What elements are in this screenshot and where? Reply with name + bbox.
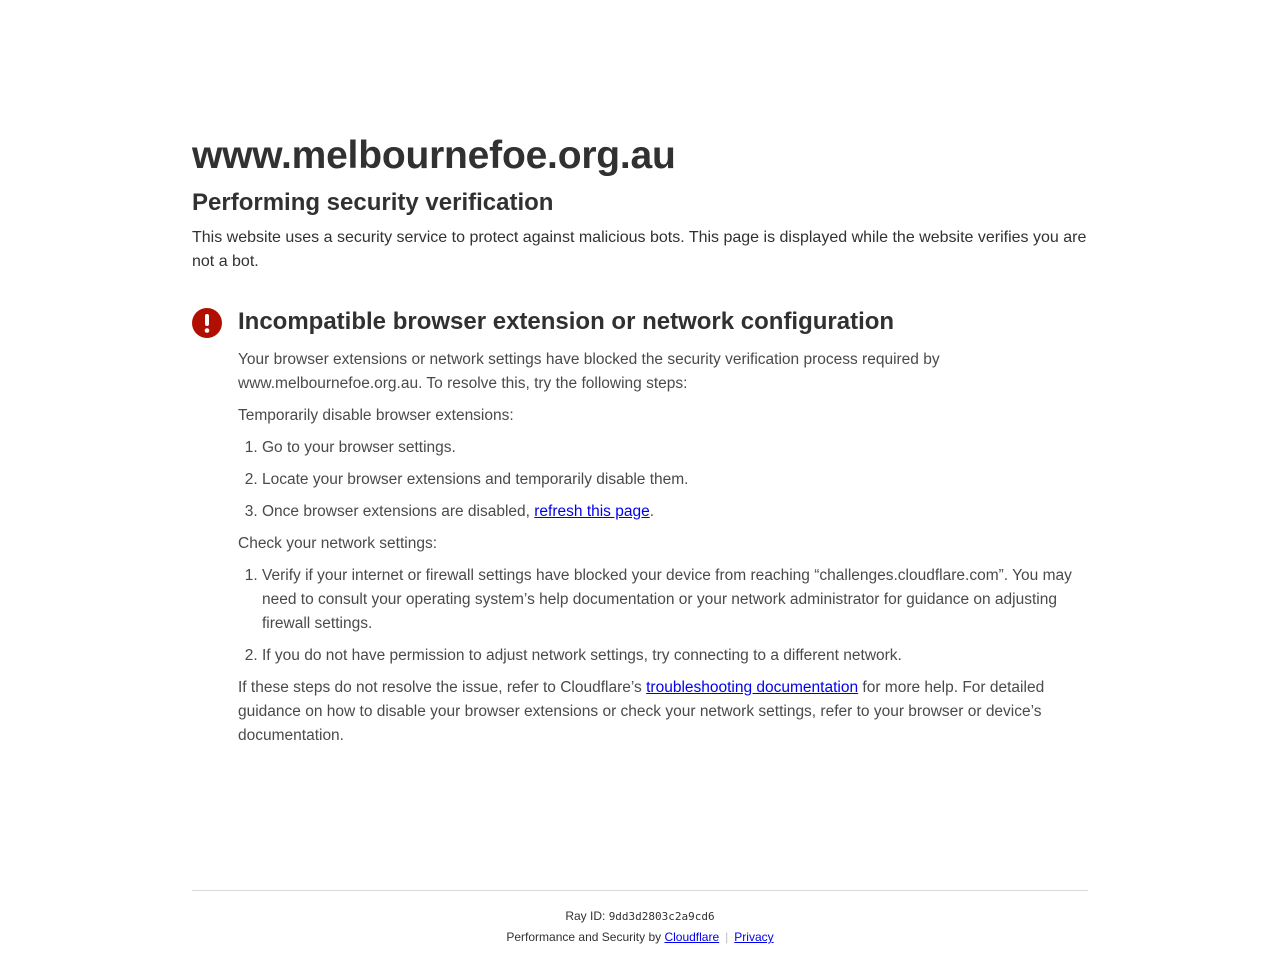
error-description: Your browser extensions or network settings have blocked the security verification process required by www.melbournefoe.org.au. To resolve this, try the following steps: <box>238 351 940 392</box>
extensions-step-3-suffix: . <box>649 503 655 520</box>
extensions-steps-list <box>238 436 1088 524</box>
extensions-step-3 <box>262 500 1088 524</box>
exclamation-circle-icon <box>192 308 222 338</box>
performance-line <box>0 927 1280 947</box>
ray-id-label: Ray ID: <box>565 909 609 923</box>
network-steps-list <box>238 564 1088 668</box>
network-label: Check your network settings: <box>238 535 438 552</box>
extensions-step-2: 2. Locate your browser extensions and temporarily disable them. <box>262 468 1088 492</box>
ray-id-value: 9dd3d2803c2a9cd6 <box>608 910 715 923</box>
extensions-step-3-prefix: Once browser extensions are disabled, <box>262 503 535 520</box>
help-prefix: If these steps do not resolve the issue, refer to Cloudflare’s <box>238 679 647 696</box>
ray-id-line <box>0 906 1280 927</box>
refresh-page-link[interactable]: refresh this page <box>534 503 650 520</box>
site-domain-title: www.melbournefoe.org.au <box>192 134 676 177</box>
cloudflare-link[interactable]: Cloudflare <box>664 930 720 944</box>
help-text <box>238 676 1088 748</box>
privacy-link[interactable]: Privacy <box>734 930 774 944</box>
error-title: Incompatible browser extension or network configuration <box>238 308 895 335</box>
help-suffix: for more help. For detailed guidance on how to disable your browser extensions or check your network settings, refer to your browser or device’s documentation. <box>238 679 1045 744</box>
error-block <box>192 306 1088 748</box>
performance-prefix: Performance and Security by <box>506 930 665 944</box>
extensions-step-1: 1. Go to your browser settings. <box>262 436 1088 460</box>
main-content <box>192 132 1088 748</box>
network-step-2: 2. If you do not have permission to adjust network settings, try connecting to a different network. <box>262 644 1088 668</box>
extensions-label: Temporarily disable browser extensions: <box>238 407 514 424</box>
network-step-1: 1. Verify if your internet or firewall settings have blocked your device from reaching “challenges.cloudflare.com”. You may need to consult your operating system’s help documentation or your network administrator for guidance on adjusting firewall settings. <box>262 564 1088 636</box>
footer-divider <box>192 890 1088 891</box>
footer-separator: | <box>725 930 729 944</box>
intro-text: This website uses a security service to protect against malicious bots. This page is displayed while the website verifies you are not a bot. <box>192 229 1087 270</box>
troubleshooting-docs-link[interactable]: troubleshooting documentation <box>646 679 859 696</box>
footer <box>0 906 1280 947</box>
page-subtitle: Performing security verification <box>192 189 554 216</box>
